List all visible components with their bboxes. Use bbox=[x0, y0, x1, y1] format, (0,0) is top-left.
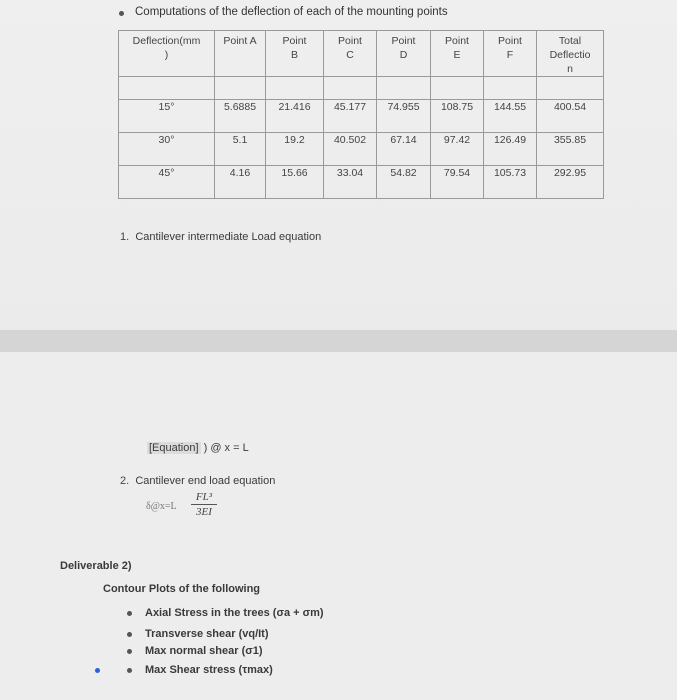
header-cell: Point E bbox=[431, 31, 484, 77]
table-cell: 4.16 bbox=[215, 166, 266, 199]
list-item: Max Shear stress (τmax) bbox=[145, 664, 273, 676]
table-cell: 30° bbox=[119, 133, 215, 166]
table-cell: 45° bbox=[119, 166, 215, 199]
header-cell: Point A bbox=[215, 31, 266, 77]
table-row bbox=[119, 100, 604, 133]
bullet-icon bbox=[119, 11, 124, 16]
table-cell: 5.1 bbox=[215, 133, 266, 166]
bullet-icon bbox=[127, 632, 132, 637]
deflection-table bbox=[118, 30, 604, 199]
table-cell: 97.42 bbox=[431, 133, 484, 166]
header-cell: Deflection(mm ) bbox=[119, 31, 215, 77]
list-item: Axial Stress in the trees (σa + σm) bbox=[145, 607, 324, 619]
table-cell: 292.95 bbox=[537, 166, 604, 199]
header-cell: Total Deflectio n bbox=[537, 31, 604, 77]
page-break bbox=[0, 330, 677, 352]
bullet-icon bbox=[127, 649, 132, 654]
deliverable-title: Deliverable 2) bbox=[60, 560, 132, 572]
table-cell: 67.14 bbox=[377, 133, 431, 166]
table-cell: 15° bbox=[119, 100, 215, 133]
formula-prefix: δ@x=L bbox=[146, 501, 177, 512]
list-item: Max normal shear (σ1) bbox=[145, 645, 263, 657]
section-1-heading: 1. Cantilever intermediate Load equation bbox=[120, 231, 322, 243]
table-cell: 45.177 bbox=[324, 100, 377, 133]
table-cell: 5.6885 bbox=[215, 100, 266, 133]
table-row bbox=[119, 166, 604, 199]
header-cell: Point F bbox=[484, 31, 537, 77]
deliverable-subtitle: Contour Plots of the following bbox=[103, 583, 261, 595]
table-cell: 33.04 bbox=[324, 166, 377, 199]
formula-denominator: 3EI bbox=[196, 506, 212, 518]
table-cell: 355.85 bbox=[537, 133, 604, 166]
equation-placeholder[interactable]: [Equation] bbox=[149, 442, 199, 454]
table-cell: 19.2 bbox=[266, 133, 324, 166]
table-cell: 21.416 bbox=[266, 100, 324, 133]
table-spacer-row bbox=[119, 77, 604, 100]
section-heading: Computations of the deflection of each of the mounting points bbox=[135, 6, 448, 18]
cursor-bullet-icon bbox=[95, 668, 100, 673]
document-page-lower bbox=[0, 352, 677, 700]
table-cell: 144.55 bbox=[484, 100, 537, 133]
header-cell: Point D bbox=[377, 31, 431, 77]
table-row bbox=[119, 133, 604, 166]
header-cell: Point B bbox=[266, 31, 324, 77]
bullet-icon bbox=[127, 668, 132, 673]
table-cell: 400.54 bbox=[537, 100, 604, 133]
table-cell: 54.82 bbox=[377, 166, 431, 199]
list-item: Transverse shear (vq/It) bbox=[145, 628, 269, 640]
table-cell: 79.54 bbox=[431, 166, 484, 199]
header-cell: Point C bbox=[324, 31, 377, 77]
equation-line: [Equation] ) @ x = L bbox=[149, 442, 249, 454]
table-header-row bbox=[119, 31, 604, 77]
table-cell: 40.502 bbox=[324, 133, 377, 166]
table-cell: 105.73 bbox=[484, 166, 537, 199]
formula-fraction bbox=[191, 491, 217, 519]
section-2-heading: 2. Cantilever end load equation bbox=[120, 475, 276, 487]
table-cell: 15.66 bbox=[266, 166, 324, 199]
table-cell: 74.955 bbox=[377, 100, 431, 133]
bullet-icon bbox=[127, 611, 132, 616]
table-cell: 108.75 bbox=[431, 100, 484, 133]
table-cell: 126.49 bbox=[484, 133, 537, 166]
formula-numerator: FL³ bbox=[191, 491, 217, 505]
